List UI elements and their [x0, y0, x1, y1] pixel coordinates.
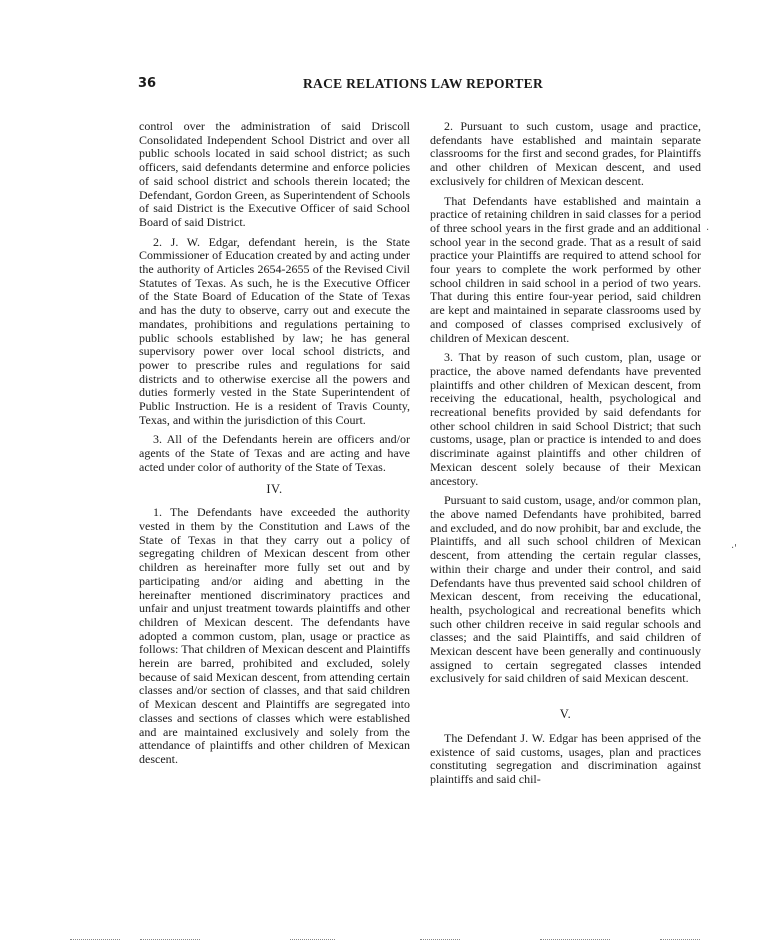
- scan-artifact-line: [540, 939, 610, 941]
- right-paragraph-1: 2. Pursuant to such custom, usage and practice, defendants have established and maintain separate classrooms for the first and second grades, for Plaintiffs and other children of Mexican descent, and used exclusively for children of Mexican descent.: [430, 119, 701, 188]
- left-paragraph-1: control over the administration of said Driscoll Consolidated Independent School District and over all public schools located in said school district; as such officers, said defendants determine and enforce policies of said school district and schools therein located; the Defendant, Gordon Green, as Superintendent of Schools of said District is the Executive Officer of said School Board of said District.: [139, 119, 410, 229]
- left-paragraph-3: 3. All of the Defendants herein are officers and/or agents of the State of Texas and are acting and have acted under color of authority of the State of Texas.: [139, 432, 410, 474]
- section-heading-v: V.: [559, 707, 572, 722]
- right-paragraph-2: That Defendants have established and maintain a practice of retaining children in said classes for a period of three school years in the first grade and an additional school year in the second grade. That as a result of said practice your Plaintiffs are required to attend school for four years to complete the work performed by other school children in said school in a period of two years. That during this entire four-year period, said children are kept and maintained in separate classrooms used by and composed of classes comprised exclusively of children of Mexican descent.: [430, 193, 701, 345]
- scan-artifact-line: [70, 939, 120, 941]
- scan-artifact-line: [660, 939, 700, 941]
- left-paragraph-2: 2. J. W. Edgar, defendant herein, is the State Commissioner of Education created by and acting under the authority of Articles 2654-2655 of the Revised Civil Statutes of Texas. As such, he is the Executive Officer of the State Board of Education of the State of Texas and has the duty to observe, carry out and execute the mandates, prohibitions and regulations pertaining to public schools established by law; he has general supervisory power over local school districts, and power to prescribe rules and regulations for said districts and to otherwise exercise all the powers and duties formerly vested in the State Superintendent of Public Instruction. He is a resident of Travis County, Texas, and within the jurisdiction of this Court.: [139, 234, 410, 427]
- left-paragraph-4: 1. The Defendants have exceeded the authority vested in them by the Constitution and Laws of the State of Texas in that they carry out a policy of segregating children of Mexican descent from other children as hereinafter more fully set out and by participating and/or aiding and abetting in the hereinafter mentioned discriminatory practices and unfair and unjust treatment towards plaintiffs and other children of Mexican descent. The defendants have adopted a common custom, plan, usage or practice as follows: That children of Mexican descent and Plaintiffs herein are barred, prohibited and excluded, solely because of said Mexican descent, from attending certain classes and/or section of classes, and that said children of Mexican descent and Plaintiffs are segregated into classes and sections of classes which were established and are maintained exclusively and solely from the attendance of plaintiffs and other children of Mexican descent.: [139, 505, 410, 766]
- scan-artifact-line: [140, 939, 200, 941]
- running-head: RACE RELATIONS LAW REPORTER: [302, 76, 544, 91]
- right-paragraph-4: Pursuant to said custom, usage, and/or common plan, the above named Defendants have prohibited, barred and excluded, and do now prohibit, bar and exclude, the Plaintiffs, and all such school children of Mexican descent, from attending the certain regular classes, within their charge and under their control, and said Defendants have thus prevented said school children of Mexican descent, from receiving the educational, health, psychological and recreational benefits which such other children receive in said regular schools and classes; and the said Plaintiffs, and said children of Mexican descent have been generally and continuously assigned to certain segregated classes intended exclusively for said children of said Mexican descent.: [430, 493, 701, 686]
- scan-speck: ·': [731, 543, 737, 554]
- section-heading-iv: IV.: [266, 481, 283, 496]
- right-column: [430, 120, 701, 787]
- right-paragraph-3: 3. That by reason of such custom, plan, usage or practice, the above named defendants have prevented plaintiffs and other children of Mexican descent, from receiving the educational, health, psychological and recreational benefits provided by said defendants for other school children in said School District; that such customs, usage, plan or practice is intended to and does discriminate against plaintiffs and other children of Mexican descent solely because of their Mexican ancestory.: [430, 350, 701, 488]
- right-paragraph-5: The Defendant J. W. Edgar has been apprised of the existence of said customs, usages, plan and practices constituting segregation and discrimination against plaintiffs and said chil-: [430, 730, 701, 786]
- scan-artifact-line: [290, 939, 335, 941]
- scan-artifact-line: [420, 939, 460, 941]
- page-header: [138, 76, 708, 96]
- page-number: 36: [138, 76, 157, 91]
- left-column: [139, 120, 410, 767]
- scan-speck: .: [706, 222, 710, 233]
